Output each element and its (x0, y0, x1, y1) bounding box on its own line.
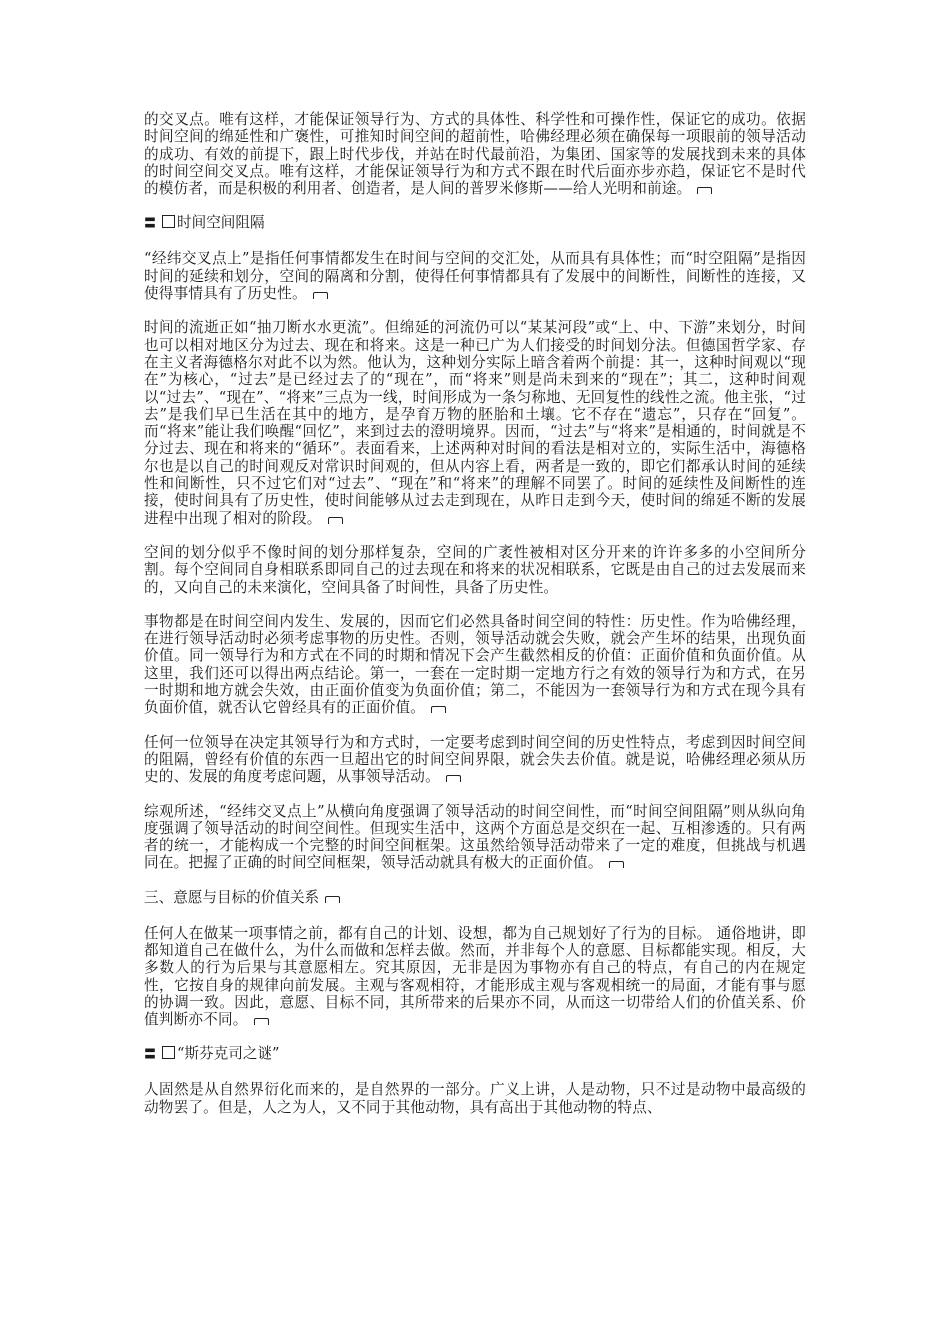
paragraph (144, 250, 806, 302)
paragraph-text: 人固然是从自然界衍化而来的，是自然界的一部分。广义上讲，人是动物，只不过是动物中最高级的动物罢了。但是，人之为人，又不同于其他动物，具有高出于其他动物的特点、 (144, 1081, 806, 1116)
section-heading (144, 889, 806, 907)
checkbox-square-icon (162, 1046, 175, 1059)
section-heading (144, 1045, 806, 1063)
paragraph-text: 时间的流逝正如“抽刀断水水更流”。但绵延的河流仍可以“某某河段”或“上、中、下游”来划分，时间也可以相对地区分为过去、现在和将来。这是一种已广为人们接受的时间划分法。但德国哲学家、存在主义者海德格尔对此不以为然。他认为，这种划分实际上暗含着两个前提：其一，这种时间观以“现在”为核心，“过去”是已经过去了的“现在”，而“将来”则是尚未到来的“现在”；其二，这种时间观以“过去”、“现在”、“将来”三点为一线，时间形成为一条匀称地、无回复性的线性之流。他主张，“过去”是我们早已生活在其中的地方，是孕育万物的胚胎和土壤。它不存在“遗忘”，只存在“回复”。而“将来”能让我们唤醒“回忆”，来到过去的澄明境界。因而，“过去”与“将来”是相通的，时间就是不分过去、现在和将来的“循环”。表面看来，上述两种对时间的看法是相对立的，实际生活中，海德格尔也是以自己的时间观反对常识时间观的，但从内容上看，两者是一致的，即它们都承认时间的延续性和间断性，只不过它们对“过去”、“现在”和“将来”的理解不同罢了。时间的延续性及间断性的连接，使时间具有了历史性，使时间能够从过去走到现在，从昨日走到今天，使时间的绵延不断的发展进程中出现了相对的阶段。 (144, 319, 806, 527)
document-body (144, 111, 806, 1133)
paragraph-text: 空间的划分似乎不像时间的划分那样复杂，空间的广袤性被相对区分开来的许许多多的小空间所分割。每个空间同自身相联系即同自己的过去现在和将来的状况相联系，它既是由自己的过去发展而来的，又向自己的未来演化，空间具备了时间性，具备了历史性。 (144, 543, 806, 596)
paragraph (144, 803, 806, 872)
paragraph (144, 1081, 806, 1116)
paragraph-text: 任何人在做某一项事情之前，都有自己的计划、设想，都为自己规划好了行为的目标。 通俗地讲，即都知道自己在做什么，为什么而做和怎样去做。然而，并非每个人的意愿、目标都能实现。相反，大多数人的行为后果与其意愿相左。究其原因，无非是因为事物亦有自己的特点，有自己的内在规定性，它按自身的规律向前发展。主观与客观相符，才能形成主观与客观相统一的局面，才能有事与愿的协调一致。因此，意愿、目标不同，其所带来的后果亦不同，从而这一切带给人们的价值关系、价值判断亦不同。 (144, 924, 806, 1029)
paragraph (144, 925, 806, 1029)
section-heading (144, 214, 806, 232)
paragraph-text: 综观所述，“经纬交叉点上”从横向角度强调了领导活动的时间空间性，而“时间空间阻隔”则从纵向角度强调了领导活动的时间空间性。但现实生活中，这两个方面总是交织在一起、互相渗透的。只有两者的统一，才能构成一个完整的时间空间框架。这虽然给领导活动带来了一定的难度，但挑战与机遇同在。把握了正确的时间空间框架，领导活动就具有极大的正面价值。 (144, 802, 806, 872)
heading-text: 三、意愿与目标的价值关系 (144, 888, 320, 906)
paragraph-mark-icon (609, 861, 624, 868)
paragraph-text: 事物都是在时间空间内发生、发展的，因而它们必然具备时间空间的特性：历史性。作为哈佛经理，在进行领导活动时必须考虑事物的历史性。否则，领导活动就会失败，就会产生坏的结果，出现负面价值。同一领导行为和方式在不同的时期和情况下会产生截然相反的价值：正面价值和负面价值。从这里，我们还可以得出两点结论。第一，一套在一定时期一定地方行之有效的领导行为和方式，在另一时期和地方就会失效，由正面价值变为负面价值；第二，不能因为一套领导行为和方式在现今具有负面价值，就否认它曾经具有的正面价值。 (144, 612, 806, 717)
paragraph (144, 319, 806, 527)
paragraph (144, 613, 806, 717)
paragraph-mark-icon (446, 775, 461, 782)
paragraph-mark-icon (697, 187, 712, 194)
paragraph-text: 的交叉点。唯有这样，才能保证领导行为、方式的具体性、科学性和可操作性，保证它的成功。依据时间空间的绵延性和广褒性，可推知时间空间的超前性，哈佛经理必须在确保每一项眼前的领导活动的成功、有效的前提下，跟上时代步伐，并站在时代最前沿，为集团、国家等的发展找到未来的具体的时间空间交叉点。唯有这样，才能保证领导行为和方式不跟在时代后面亦步亦趋，保证它不是时代的模仿者，而是积极的利用者、创造者，是人间的普罗米修斯——给人光明和前途。 (144, 111, 806, 198)
paragraph-mark-icon (431, 706, 446, 713)
paragraph (144, 544, 806, 596)
paragraph-mark-icon (325, 896, 340, 903)
heading-mark: 〓 (144, 1047, 157, 1062)
paragraph-text: 任何一位领导在决定其领导行为和方式时，一定要考虑到时间空间的历史性特点，考虑到因时间空间的阻隔，曾经有价值的东西一旦超出它的时间空间界限，就会失去价值。就是说，哈佛经理必须从历史的、发展的角度考虑问题，从事领导活动。 (144, 733, 806, 786)
heading-mark: 〓 (144, 216, 157, 231)
paragraph (144, 111, 806, 197)
paragraph-text: “经纬交叉点上”是指任何事情都发生在时间与空间的交汇处，从而具有具体性；而“时空阻隔”是指因时间的延续和划分，空间的隔离和分割，使得任何事情都具有了发展中的间断性，间断性的连接，又使得事情具有了历史性。 (144, 250, 806, 303)
paragraph (144, 734, 806, 786)
heading-text: 时间空间阻隔 (177, 214, 265, 232)
paragraph-mark-icon (313, 292, 328, 299)
paragraph-mark-icon (254, 1018, 269, 1025)
heading-text: “斯芬克司之谜” (177, 1045, 280, 1063)
checkbox-square-icon (162, 215, 175, 228)
paragraph-mark-icon (328, 517, 343, 524)
